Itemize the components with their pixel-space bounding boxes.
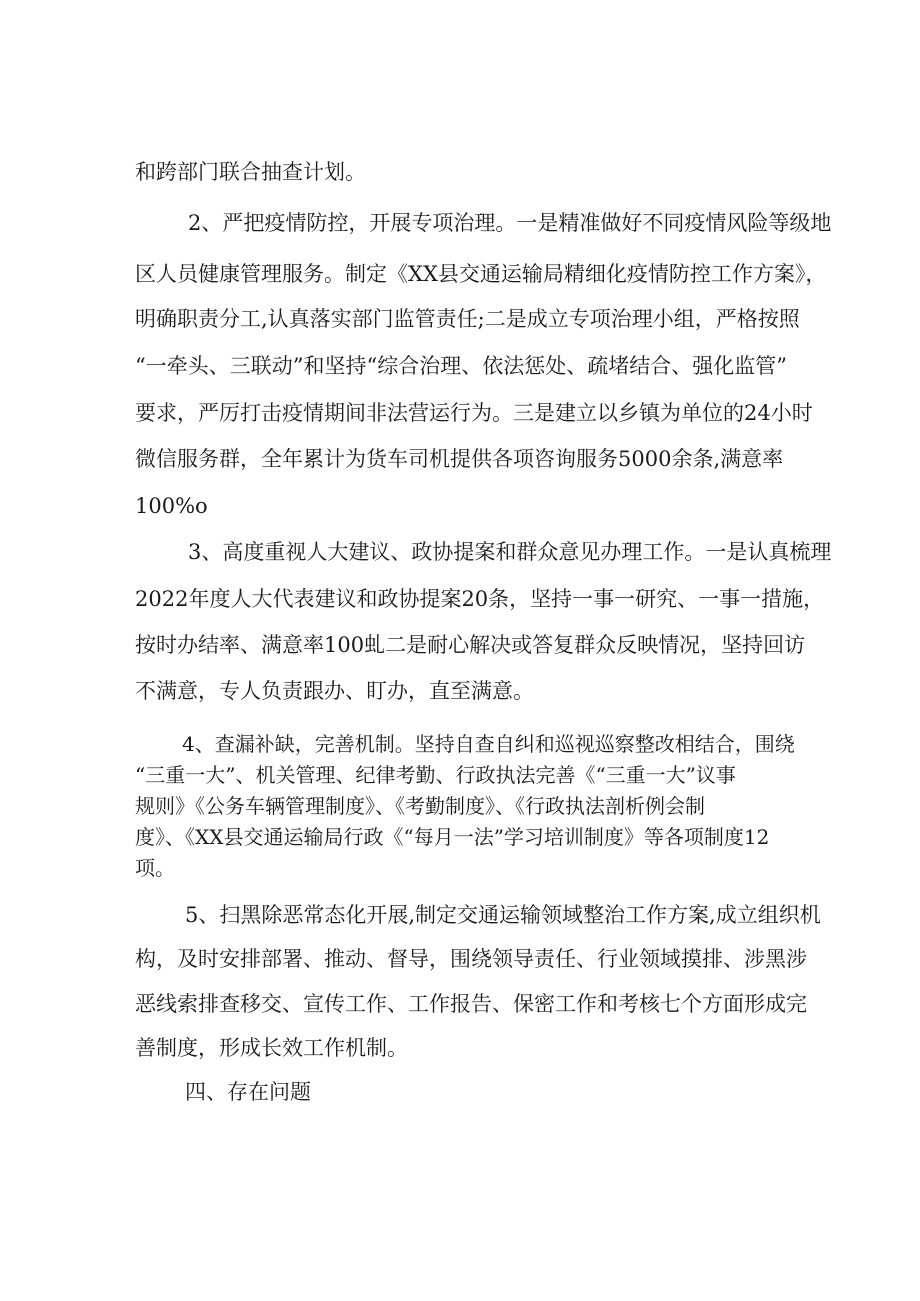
text-line: “一牵头、三联动”和坚持“综合治理、依法惩处、疏堵结合、强化监管”: [135, 354, 787, 378]
text-line: 规则》《公务车辆管理制度》、《考勤制度》、《行政执法剖析例会制: [135, 794, 705, 818]
text-line: 区人员健康管理服务。制定《XX县交通运输局精细化疫情防控工作方案》，: [135, 262, 827, 286]
text-line: 不满意，专人负责跟办、盯办，直至满意。: [135, 679, 534, 703]
text-line: 度》、《XX县交通运输局行政《“每月一法”学习培训制度》等各项制度12: [135, 825, 770, 849]
text-line: 微信服务群，全年累计为货车司机提供各项咨询服务5000余条,满意率: [135, 447, 784, 471]
text-line: 2022年度人大代表建议和政协提案20条，坚持一事一研究、一事一措施，: [135, 587, 825, 611]
section-heading: 四、存在问题: [185, 1080, 311, 1104]
text-line: 构，及时安排部署、推动、督导，围绕领导责任、行业领域摸排、涉黑涉: [135, 947, 807, 971]
text-line: 要求，严厉打击疫情期间非法营运行为。三是建立以乡镇为单位的24小时: [135, 401, 813, 425]
text-line: 项。: [135, 856, 175, 880]
text-line: 3、高度重视人大建议、政协提案和群众意见办理工作。一是认真梳理: [188, 540, 832, 564]
text-line: “三重一大”、机关管理、纪律考勤、行政执法完善《“三重一大”议事: [135, 763, 736, 787]
text-line: 4、查漏补缺，完善机制。坚持自查自纠和巡视巡察整改相结合，围绕: [182, 732, 795, 756]
text-line: 100%o: [135, 494, 208, 518]
text-line: 明确职责分工,认真落实部门监管责任;二是成立专项治理小组，严格按照: [135, 307, 800, 331]
text-line: 和跨部门联合抽查计划。: [135, 160, 366, 184]
text-line: 善制度，形成长效工作机制。: [135, 1036, 408, 1060]
text-line: 恶线索排查移交、宣传工作、工作报告、保密工作和考核七个方面形成完: [135, 992, 807, 1016]
text-line: 2、严把疫情防控，开展专项治理。一是精准做好不同疫情风险等级地: [188, 211, 832, 235]
text-line: 5、扫黑除恶常态化开展,制定交通运输领域整治工作方案,成立组织机: [185, 903, 821, 927]
text-line: 按时办结率、满意率100虬二是耐心解决或答复群众反映情况，坚持回访: [135, 633, 806, 657]
